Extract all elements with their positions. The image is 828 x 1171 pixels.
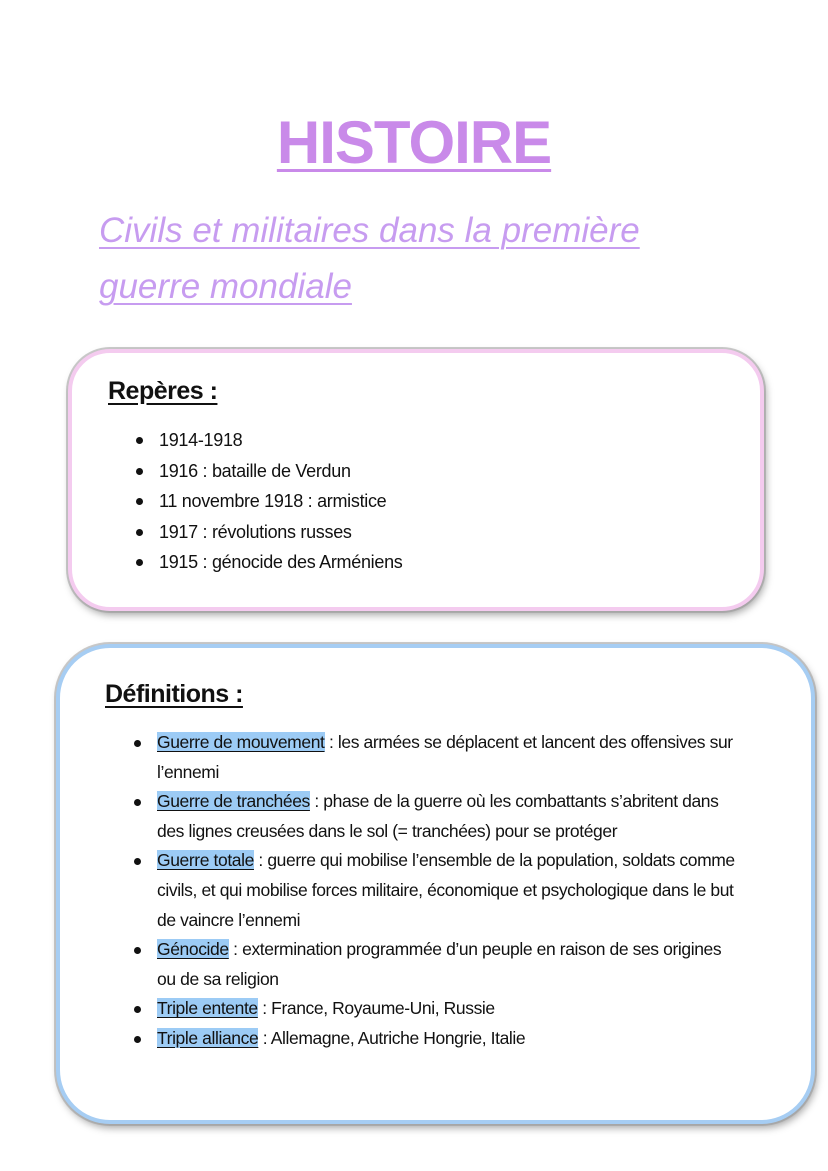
definition-term: Guerre de tranchées <box>157 791 310 812</box>
list-item <box>134 935 744 994</box>
definitions-heading: Définitions : <box>105 680 243 708</box>
list-item: 1914-1918 <box>136 425 402 456</box>
definition-term: Triple alliance <box>157 1027 259 1048</box>
definition-text: : Allemagne, Autriche Hongrie, Italie <box>258 1027 526 1048</box>
definitions-list <box>134 728 744 1054</box>
page-subtitle: Civils et militaires dans la première guerre mondiale <box>99 211 640 306</box>
definition-text: : guerre qui mobilise l’ensemble de la population, soldats comme civils, et qui mobilise forces militaire, économique et psychologique dans le but de vaincre l’ennemi <box>157 850 735 930</box>
page-title: HISTOIRE <box>276 109 552 176</box>
reperes-box <box>68 349 764 611</box>
list-item: 11 novembre 1918 : armistice <box>136 486 402 517</box>
list-item <box>134 787 744 846</box>
list-item <box>134 994 744 1024</box>
definition-text: : les armées se déplacent et lancent des offensives sur l’ennemi <box>157 732 733 782</box>
definition-text: : extermination programmée d’un peuple en raison de ses origines ou de sa religion <box>157 939 722 989</box>
definition-text: : France, Royaume-Uni, Russie <box>257 998 495 1019</box>
definition-term: Guerre totale <box>157 850 254 871</box>
list-item: 1915 : génocide des Arméniens <box>136 547 402 578</box>
definitions-box <box>56 644 815 1124</box>
list-item: 1916 : bataille de Verdun <box>136 456 402 487</box>
list-item <box>134 846 744 935</box>
definition-term: Génocide <box>157 939 229 960</box>
definition-term: Guerre de mouvement <box>157 732 325 752</box>
reperes-list <box>136 425 402 578</box>
definition-term: Triple entente <box>157 998 258 1019</box>
list-item <box>134 1024 744 1054</box>
reperes-heading: Repères : <box>108 377 218 405</box>
list-item <box>134 728 744 787</box>
definition-text: : phase de la guerre où les combattants s’abritent dans des lignes creusées dans le sol (= tranchées) pour se protéger <box>157 791 719 841</box>
list-item: 1917 : révolutions russes <box>136 517 402 548</box>
